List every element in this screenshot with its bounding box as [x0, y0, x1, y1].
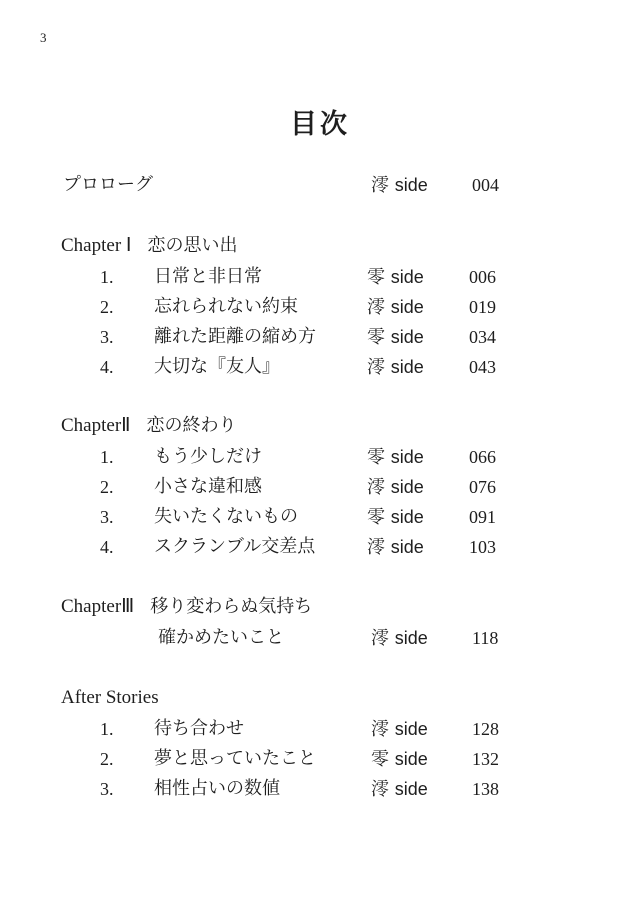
toc-entry: 確かめたいこと 澪 side 118 — [158, 627, 499, 649]
chapter-heading: Chapter Ⅰ 恋の思い出 — [61, 235, 238, 256]
entry-title: プロローグ — [63, 174, 153, 195]
toc-entry: 2. 夢と思っていたこと 零 side 132 — [100, 748, 499, 770]
toc-entry: 4. スクランブル交差点 澪 side 103 — [100, 536, 496, 558]
page-title: 目次 — [290, 109, 350, 140]
section-heading-after-stories: After Stories — [61, 687, 159, 708]
toc-entry: 1. 待ち合わせ 澪 side 128 — [100, 718, 499, 740]
toc-entry: 3. 失いたくないもの 零 side 091 — [100, 506, 496, 528]
entry-side: 澪 side — [371, 175, 428, 196]
toc-entry: 1. もう少しだけ 零 side 066 — [100, 446, 496, 468]
toc-entry: 2. 小さな違和感 澪 side 076 — [100, 476, 496, 498]
entry-page: 004 — [472, 175, 499, 195]
toc-entry: 4. 大切な『友人』 澪 side 043 — [100, 356, 496, 378]
toc-entry-prologue — [0, 172, 640, 198]
toc-entry: 2. 忘れられない約束 澪 side 019 — [100, 296, 496, 318]
page-number: 3 — [40, 30, 47, 45]
toc-entry: 1. 日常と非日常 零 side 006 — [100, 266, 496, 288]
toc-entry: 3. 相性占いの数値 澪 side 138 — [100, 778, 499, 800]
toc-entry: 3. 離れた距離の縮め方 零 side 034 — [100, 326, 496, 348]
chapter-heading: ChapterⅢ 移り変わらぬ気持ち — [61, 596, 313, 617]
chapter-heading: ChapterⅡ 恋の終わり — [61, 415, 237, 436]
